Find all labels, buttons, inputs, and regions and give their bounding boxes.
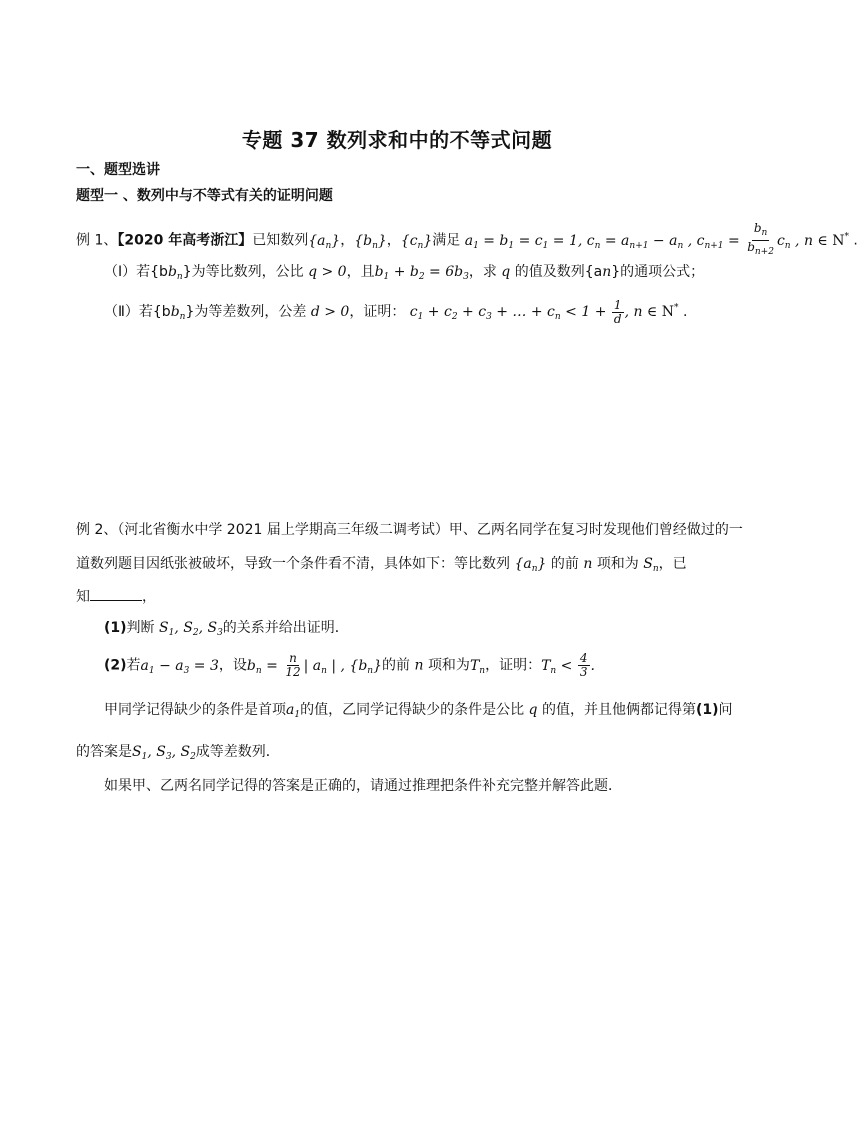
example2-note2: 的答案是$S_1$, $S_3$, $S_2$成等差数列． (76, 744, 280, 762)
example1-condition: $a_1 = b_1 = c_1 = 1$, $c_n = a_{n+1} - a_n$ , $c_{n+1}$ = $\frac{b_n}{b_{n+2}}$ $c_n$ , n ∈ N* (464, 221, 849, 257)
seq-b: $\{b_n\}$ (354, 232, 387, 251)
seq-a: $\{a_n\}$ (308, 232, 341, 251)
example2-note1: 甲同学记得缺少的条件是首项$a_1$的值，乙同学记得缺少的条件是公比 q 的值，并且他俩都记得第(1)问 (104, 702, 733, 720)
example1-label: 例 1、 (76, 232, 118, 249)
page-title: 专题 37 数列求和中的不等式问题 (241, 128, 553, 152)
seq-c: $\{c_n\}$ (400, 232, 433, 251)
section-subheading: 题型一 、数列中与不等式有关的证明问题 (76, 188, 333, 204)
example2-line2: 道数列题目因纸张被破坏，导致一个条件看不清，具体如下：等比数列 $\{a_n\}$ 的前 n 项和为 $S_n$，已 (76, 556, 687, 574)
example2-part1: (1)判断 $S_1$, $S_2$, $S_3$的关系并给出证明． (104, 620, 349, 638)
section-heading: 一、题型选讲 (76, 162, 160, 178)
example1-part1: （Ⅰ）若$\{bb_n\}$为等比数列，公比 q > 0，且$b_1 + b_2 = 6b_3$，求 q 的值及数列{an}的通项公式； (104, 264, 705, 282)
example2-line1: 例 2、（河北省衡水中学 2021 届上学期高三年级二调考试）甲、乙两名同学在复习时发现他们曾经做过的一 (76, 522, 743, 538)
example1-part2: （Ⅱ）若$\{bb_n\}$为等差数列，公差 d > 0，证明： $c_1 + c_2 + c_3$ + … + $c_n < 1$ + $\frac{1}{d}$ , n ∈ N* . (104, 297, 688, 326)
example1-source: 【2020 年高考浙江】 (117, 232, 253, 249)
example2-note3: 如果甲、乙两名同学记得的答案是正确的，请通过推理把条件补充完整并解答此题． (104, 778, 622, 794)
example2-part2: (2)若$a_1 - a_3 = 3$，设$b_n$ = $\frac{n}{12}$ | $a_n$ | , $\{b_n\}$的前 n 项和为$T_n$，证明：$T_n$ < $\frac{4}{3}$ . (104, 651, 595, 679)
example1-statement: 例 1、【2020 年高考浙江】已知数列$\{a_n\}$，$\{b_n\}$，$\{c_n\}$满足 $a_1 = b_1 = c_1 = 1$, $c_n = a_{n+1} - a_n$ , $c_{n+1}$ = $\frac{b_n}{b_{n+2}}$ $c_n$ , n ∈ N* . (76, 221, 858, 257)
missing-condition-blank (90, 586, 142, 601)
example2-line3: 知 ， (76, 586, 156, 607)
